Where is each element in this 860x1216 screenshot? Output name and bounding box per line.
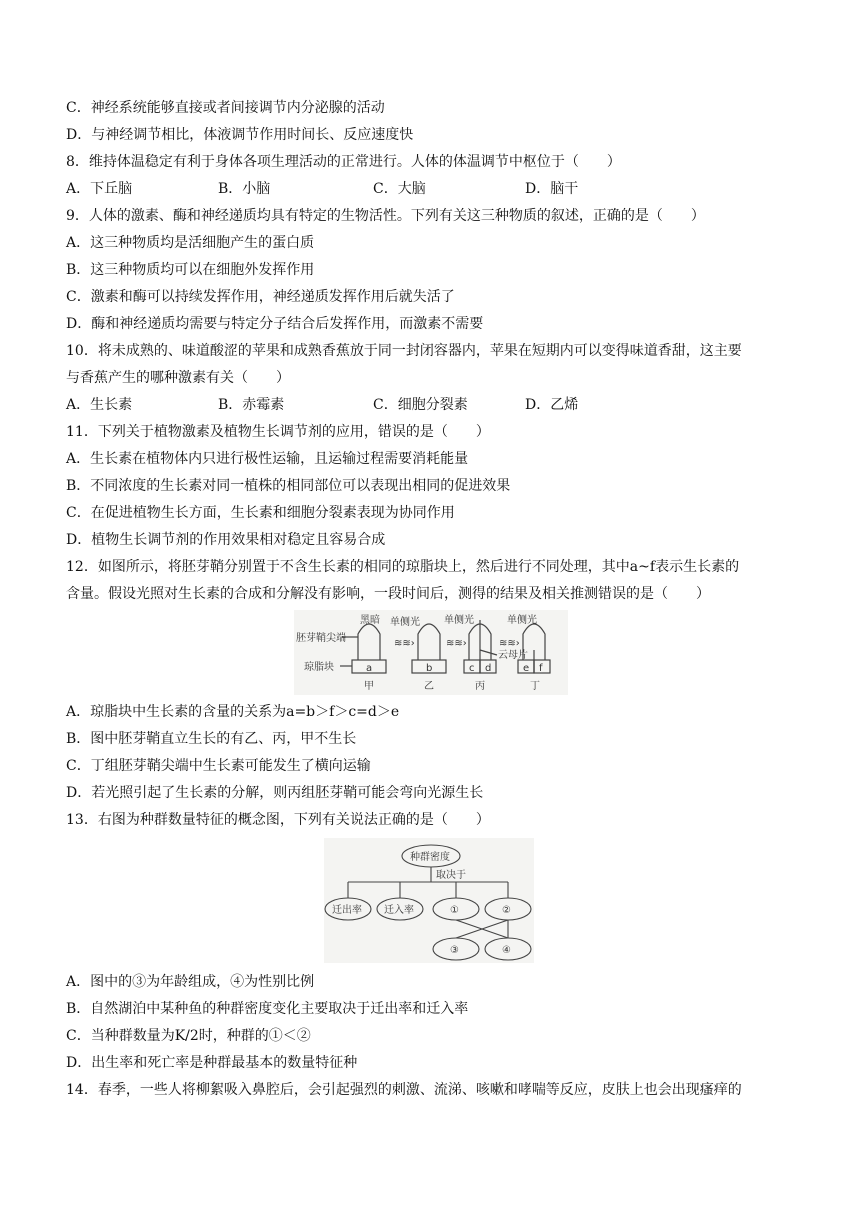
q9-option-c: C．激素和酶可以持续发挥作用，神经递质发挥作用后就失活了 (66, 289, 455, 305)
label-population-density: 种群密度 (410, 852, 450, 863)
label-d: d (485, 663, 492, 674)
label-c: c (469, 663, 475, 674)
label-node-4: ④ (502, 945, 511, 956)
q9-option-d: D．酶和神经递质均需要与特定分子结合后发挥作用，而激素不需要 (66, 316, 484, 332)
q13-stem: 13．右图为种群数量特征的概念图，下列有关说法正确的是（ ） (66, 812, 490, 828)
q10-stem-line2: 与香蕉产生的哪种激素有关（ ） (66, 370, 290, 386)
label-light-2: 单侧光 (444, 615, 474, 626)
q11-option-c: C．在促进植物生长方面，生长素和细胞分裂素表现为协同作用 (66, 505, 455, 521)
coleoptile-jia (358, 624, 380, 660)
q11-stem: 11．下列关于植物激素及植物生长调节剂的应用，错误的是（ ） (66, 424, 490, 440)
q13-option-c: C．当种群数量为K/2时，种群的①＜② (66, 1028, 311, 1044)
q12-option-d: D．若光照引起了生长素的分解，则丙组胚芽鞘可能会弯向光源生长 (66, 785, 484, 801)
q13-option-b: B．自然湖泊中某种鱼的种群密度变化主要取决于迁出率和迁入率 (66, 1001, 469, 1017)
q12-coleoptile-figure (294, 610, 568, 695)
q8-option-d: D．脑干 (525, 181, 579, 197)
label-dark: 黑暗 (360, 615, 380, 626)
q9-option-a: A．这三种物质均是活细胞产生的蛋白质 (66, 235, 315, 251)
q11-option-b: B．不同浓度的生长素对同一植株的相同部位可以表现出相同的促进效果 (66, 478, 511, 494)
label-light-3: 单侧光 (507, 615, 537, 626)
q12-stem-line2: 含量。假设光照对生长素的合成和分解没有影响，一段时间后，测得的结果及相关推测错误的是（ ） (66, 586, 710, 602)
coleoptile-yi (418, 624, 440, 660)
q7-option-c: C．神经系统能够直接或者间接调节内分泌腺的活动 (66, 100, 385, 116)
label-group-bing: 丙 (475, 681, 485, 692)
label-emigration: 迁出率 (332, 905, 362, 916)
label-mica: 云母片 (498, 650, 528, 661)
light-arrows-yi: ≋≋› (394, 638, 415, 649)
label-f: f (539, 663, 543, 674)
q12-option-c: C．丁组胚芽鞘尖端中生长素可能发生了横向运输 (66, 758, 371, 774)
label-a: a (366, 663, 373, 674)
q10-option-d: D．乙烯 (525, 397, 579, 413)
label-node-2: ② (502, 905, 511, 916)
label-node-1: ① (450, 905, 459, 916)
label-light-1: 单侧光 (390, 617, 420, 628)
q10-stem-line1: 10．将未成熟的、味道酸涩的苹果和成熟香蕉放于同一封闭容器内，苹果在短期内可以变得味道香甜，这主要 (66, 343, 742, 359)
q13-concept-map (324, 838, 534, 963)
label-b: b (426, 663, 433, 674)
label-immigration: 迁入率 (384, 905, 414, 916)
q8-option-c: C．大脑 (373, 181, 426, 197)
q10-option-c: C．细胞分裂素 (373, 397, 468, 413)
label-e: e (523, 663, 530, 674)
label-agar-block: 琼脂块 (304, 662, 334, 673)
label-depends-on: 取决于 (436, 870, 466, 881)
q10-option-a: A．生长素 (66, 397, 133, 413)
q13-option-a: A．图中的③为年龄组成，④为性别比例 (66, 974, 315, 990)
label-group-yi: 乙 (424, 681, 434, 692)
q13-option-d: D．出生率和死亡率是种群最基本的数量特征种 (66, 1055, 358, 1071)
light-arrows-ding: ≋≋› (499, 638, 520, 649)
q7-option-d: D．与神经调节相比，体液调节作用时间长、反应速度快 (66, 127, 414, 143)
q11-option-d: D．植物生长调节剂的作用效果相对稳定且容易合成 (66, 532, 386, 548)
q10-option-b: B．赤霉素 (218, 397, 285, 413)
label-coleoptile-tip: 胚芽鞘尖端 (296, 633, 346, 644)
q8-option-b: B．小脑 (218, 181, 271, 197)
q8-stem: 8．维持体温稳定有利于身体各项生理活动的正常进行。人体的体温调节中枢位于（ ） (66, 154, 621, 170)
q9-stem: 9．人体的激素、酶和神经递质均具有特定的生物活性。下列有关这三种物质的叙述，正确的是（ ） (66, 208, 705, 224)
q8-option-a: A．下丘脑 (66, 181, 133, 197)
q14-stem: 14．春季，一些人将柳絮吸入鼻腔后，会引起强烈的刺激、流涕、咳嗽和哮喘等反应，皮肤上也会出现瘙痒的 (66, 1082, 742, 1098)
label-node-3: ③ (450, 945, 459, 956)
label-group-ding: 丁 (530, 681, 540, 692)
q12-option-a: A．琼脂块中生长素的含量的关系为a=b＞f＞c=d＞e (66, 704, 400, 720)
light-arrows-bing: ≋≋› (446, 638, 467, 649)
label-group-jia: 甲 (364, 681, 374, 692)
q12-stem-line1: 12．如图所示，将胚芽鞘分别置于不含生长素的相同的琼脂块上，然后进行不同处理，其中a~f表示生长素的 (66, 559, 740, 575)
q9-option-b: B．这三种物质均可以在细胞外发挥作用 (66, 262, 315, 278)
q11-option-a: A．生长素在植物体内只进行极性运输，且运输过程需要消耗能量 (66, 451, 469, 467)
q12-option-b: B．图中胚芽鞘直立生长的有乙、丙，甲不生长 (66, 731, 357, 747)
